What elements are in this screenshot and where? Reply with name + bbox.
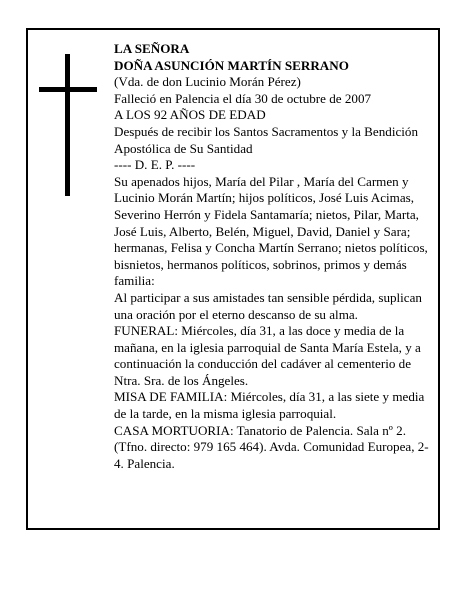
cross-icon-arm bbox=[39, 87, 97, 92]
sacraments-statement: Después de recibir los Santos Sacramentos y la Bendición Apostólica de Su Santidad bbox=[114, 123, 418, 156]
request-statement: Al participar a sus amistades tan sensible pérdida, suplican una oración por el eterno descanso de su alma. bbox=[114, 289, 422, 322]
cross-icon bbox=[65, 54, 70, 196]
death-statement: Falleció en Palencia el día 30 de octubre de 2007 bbox=[114, 90, 372, 106]
deceased-name: DOÑA ASUNCIÓN MARTÍN SERRANO bbox=[114, 57, 349, 73]
family-mass-info: MISA DE FAMILIA: Miércoles, día 31, a las siete y media de la tarde, en la misma iglesia parroquial. bbox=[114, 389, 425, 422]
obituary-text bbox=[114, 41, 436, 472]
rip-line: ---- D. E. P. ---- bbox=[114, 157, 196, 173]
funeral-home-info: CASA MORTUORIA: Tanatorio de Palencia. Sala nº 2. (Tfno. directo: 979 165 464). Avda. Comunidad Europea, 2-4. Palencia. bbox=[114, 422, 429, 471]
title-line-1: LA SEÑORA bbox=[114, 41, 190, 56]
family-list: Su apenados hijos, María del Pilar , María del Carmen y Lucinio Morán Martín; hijos políticos, José Luis Acimas, Severino Herrón y Fidela Santamaría; nietos, Pilar, Marta, José Luis, Alberto, Belén, Miguel, David, Daniel y Sara; hermanas, Felisa y Concha Martín Serrano; nietos políticos, bisnietos, hermanos políticos, sobrinos, primos y demás familia: bbox=[114, 173, 428, 289]
funeral-info: FUNERAL: Miércoles, día 31, a las doce y media de la mañana, en la iglesia parroquial de Santa María Estela, y a continuación la conducción del cadáver al cementerio de Ntra. Sra. de los Ángeles. bbox=[114, 323, 421, 388]
widow-of: (Vda. de don Lucinio Morán Pérez) bbox=[114, 74, 301, 90]
age-statement: A LOS 92 AÑOS DE EDAD bbox=[114, 107, 266, 123]
